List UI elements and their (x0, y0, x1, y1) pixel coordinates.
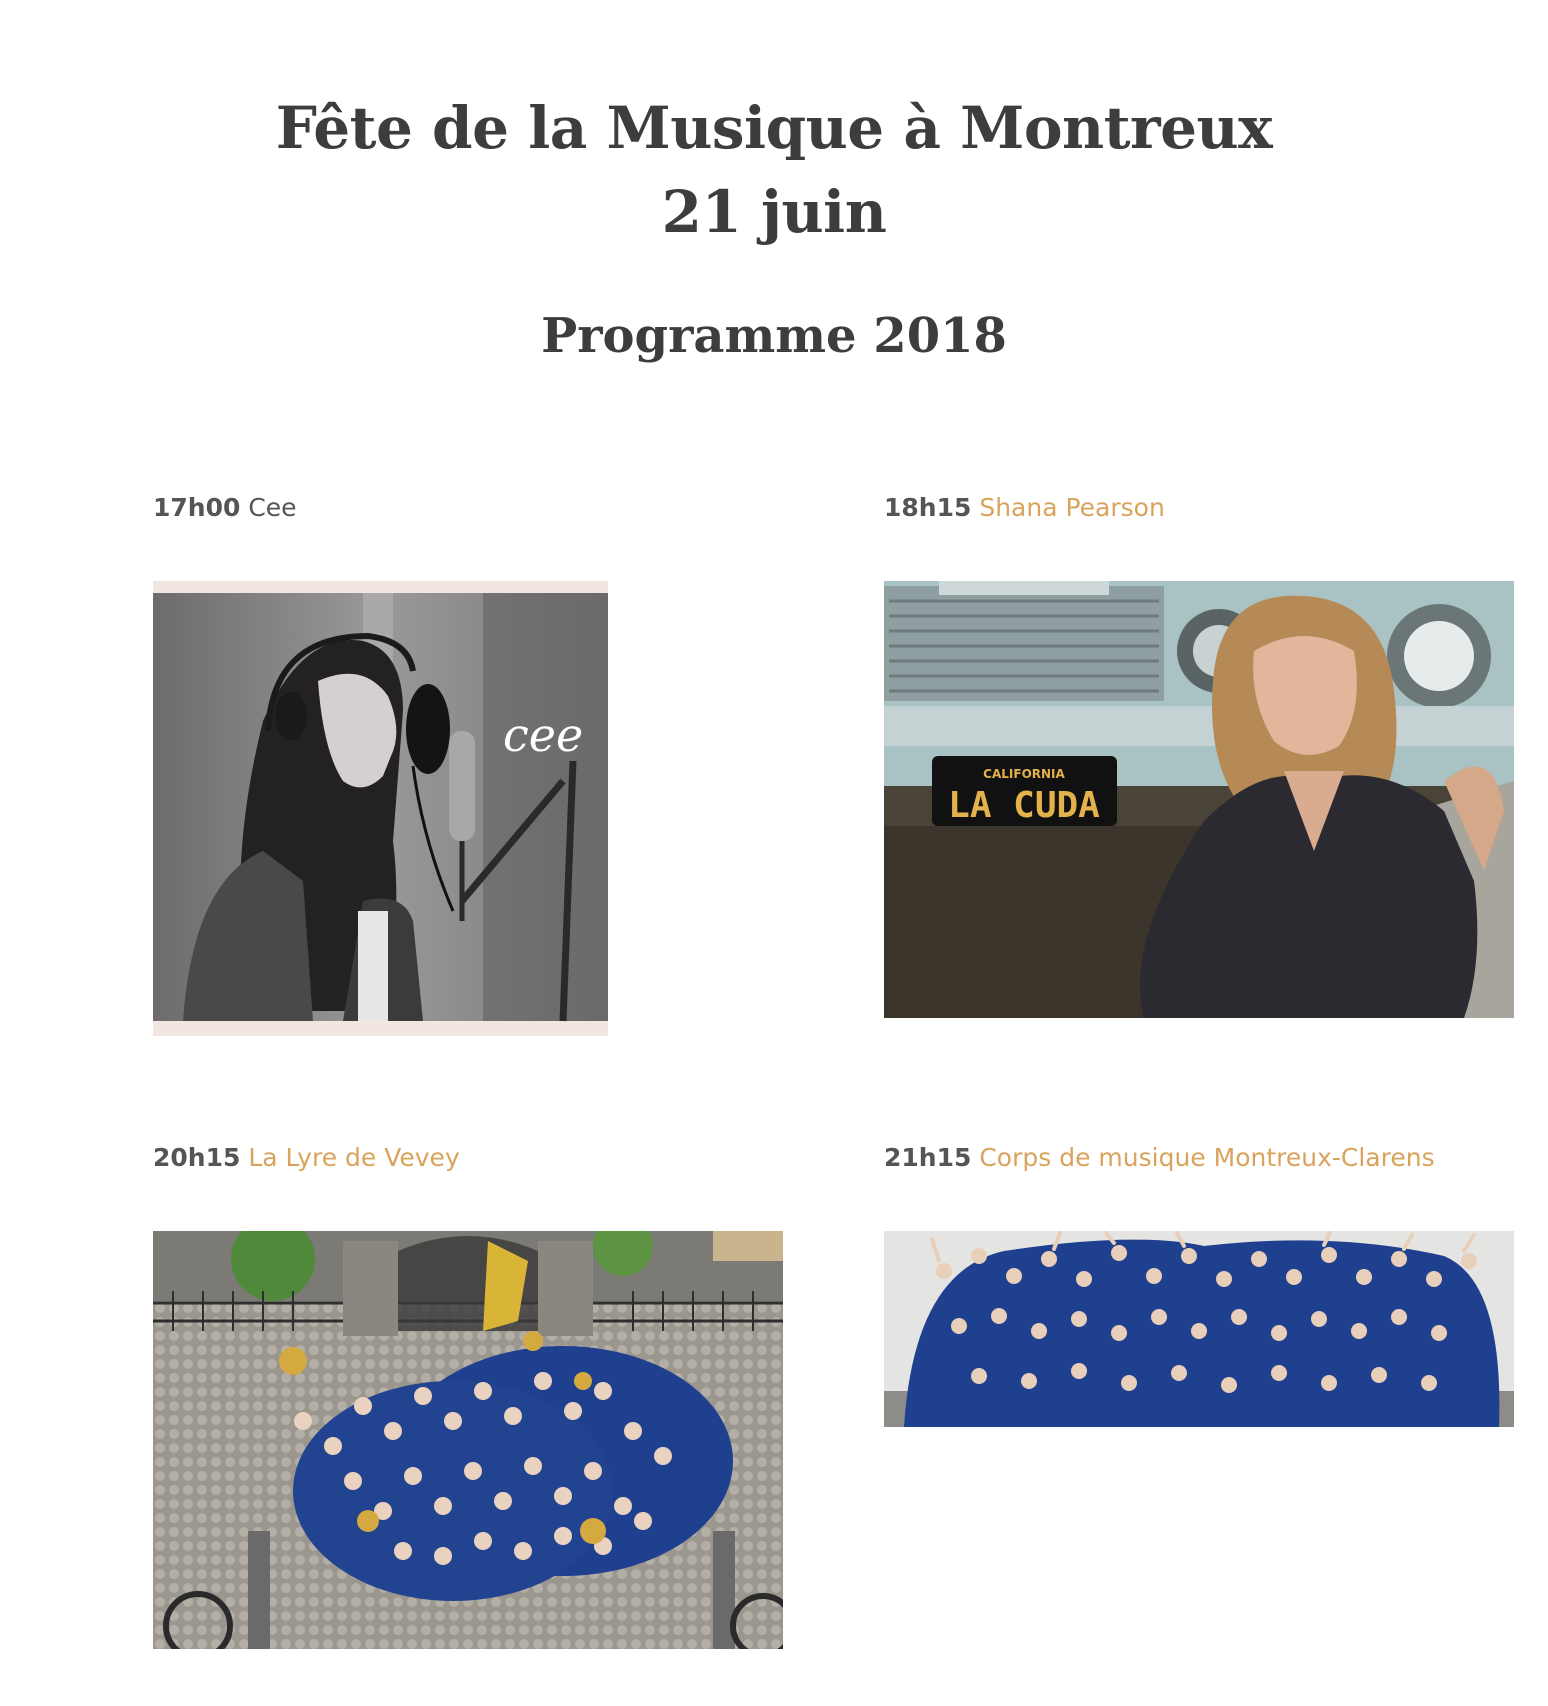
act-time: 20h15 (153, 1143, 241, 1172)
act-photo-corps-de-musique (884, 1231, 1514, 1427)
plate-main-text: LA CUDA (948, 785, 1100, 826)
act-time: 21h15 (884, 1143, 972, 1172)
page-title-line1: Fête de la Musique à Montreux (275, 94, 1273, 162)
act-link-corps-de-musique[interactable]: Corps de musique Montreux-Clarens (979, 1143, 1435, 1172)
plate-top-text: CALIFORNIA (983, 767, 1065, 781)
programme-heading: Programme 2018 (541, 308, 1007, 364)
act-link-shana-pearson[interactable]: Shana Pearson (979, 493, 1165, 522)
page-title (0, 86, 1548, 254)
cee-logo-text: cee (503, 708, 584, 762)
act-name: Cee (248, 493, 297, 522)
act-photo-shana-pearson (884, 581, 1514, 1018)
act-photo-la-lyre-de-vevey (153, 1231, 783, 1649)
act-time: 17h00 (153, 493, 241, 522)
act-link-la-lyre-de-vevey[interactable]: La Lyre de Vevey (248, 1143, 460, 1172)
act-label-shana-pearson (884, 490, 1165, 526)
act-label-corps-de-musique (884, 1140, 1435, 1176)
act-label-cee (153, 490, 297, 526)
act-photo-cee (153, 581, 608, 1036)
page-title-line2: 21 juin (661, 178, 887, 246)
act-label-la-lyre-de-vevey (153, 1140, 460, 1176)
act-time: 18h15 (884, 493, 972, 522)
